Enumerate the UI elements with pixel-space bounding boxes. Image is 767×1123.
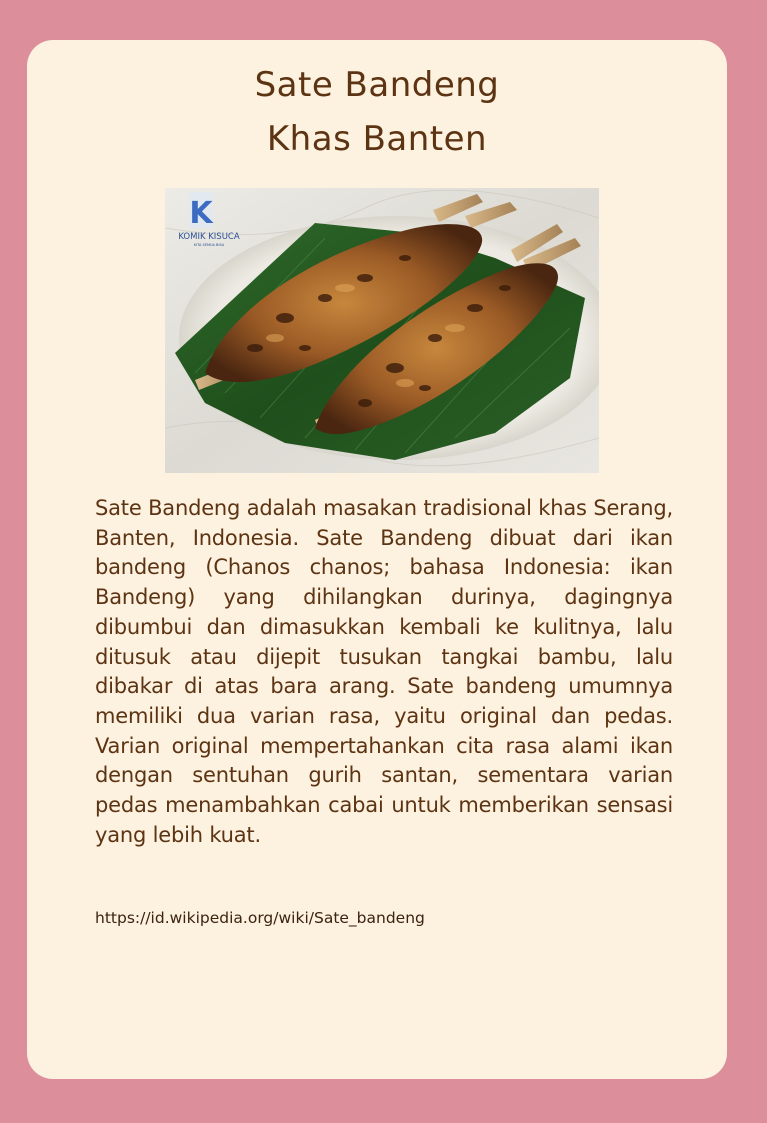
page-title xyxy=(27,58,727,166)
logo-letter: K xyxy=(189,196,213,231)
title-line-2: Khas Banten xyxy=(266,119,488,159)
logo-brand: KOMIK KISUCA xyxy=(178,232,240,242)
description-paragraph: Sate Bandeng adalah masakan tradisional khas Serang, Banten, Indonesia. Sate Bandeng dibuat dari ikan bandeng (Chanos chanos; bahasa Indonesia: ikan Bandeng) yang dihilangkan durinya, dagingnya dibumbui dan dimasukkan kembali ke kulitnya, lalu ditusuk atau dijepit tusukan tangkai bambu, lalu dibakar di atas bara arang. Sate bandeng umumnya memiliki dua varian rasa, yaitu original dan pedas. Varian original mempertahankan cita rasa alami ikan dengan sentuhan gurih santan, sementara varian pedas menambahkan cabai untuk memberikan sensasi yang lebih kuat. xyxy=(95,496,673,847)
content-card xyxy=(27,40,727,1079)
source-link[interactable]: https://id.wikipedia.org/wiki/Sate_bandeng xyxy=(95,909,425,927)
sate-bandeng-photo xyxy=(165,188,599,473)
title-line-1: Sate Bandeng xyxy=(254,65,500,105)
logo-tagline: KITA SEMUA BISA xyxy=(193,243,225,247)
